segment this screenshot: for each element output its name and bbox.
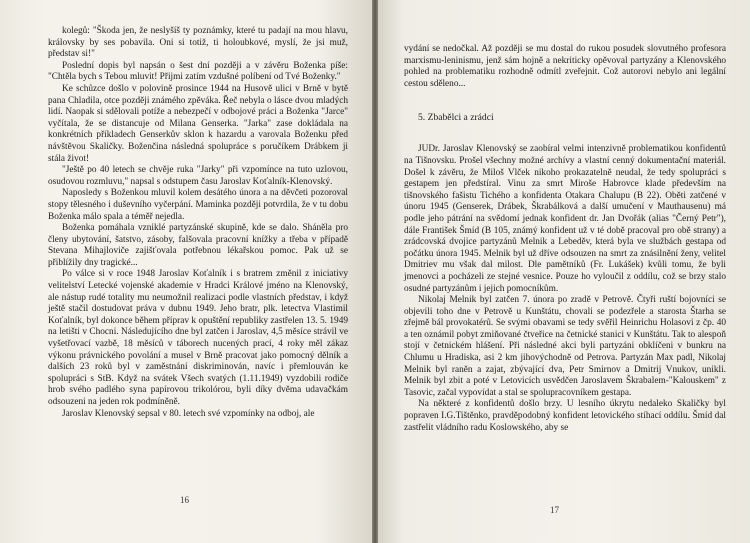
left-paragraph: kolegů: "Škoda jen, že neslyšíš ty poznámky, které tu padají na mou hlavu, královsky by ses pobavila. Oni si totiž, ti holoubkové, myslí, že jsi muž, představ si!" — [48, 26, 348, 60]
right-page — [378, 0, 750, 543]
left-paragraph: Jaroslav Klenovský sepsal v 80. letech své vzpomínky na odboj, ale — [62, 408, 315, 419]
section-heading: 5. Zbabělci a zrádci — [418, 112, 494, 124]
right-paragraph: Na některé z konfidentů došlo brzy. U lesního úkrytu nedaleko Skaličky byl popraven I.G.Tištěnko, pravděpodobný konfident letovického stíhací oddílu. Šmíd dal zastřelit vládního radu Koslowského, aby se — [404, 399, 726, 433]
left-page — [0, 0, 372, 543]
left-paragraph: Po válce si v roce 1948 Jaroslav Koťalník i s bratrem změnil z iniciativy velitelství Letecké vojenské akademie v Hradci Králové jméno na Klenovský, ale nástup rudé totality mu neumožnil realizaci podle vlastních představ, i když ještě stačil dostudovat práva v dubnu 1949. Jeho bratr, plk. letectva Vlastimil Koťalník, byl dokonce během příprav k opuštění republiky zastřelen 13. 5. 1949 na letišti v Chocni. Následujícího dne byl zatčen i Jaroslav, 4,5 měsíce strávil ve vyšetřovací vazbě, 18 měsíců v táborech nucených prací, 4 roky měl zákaz výkonu právnického povolání a musel v Brně pracovat jako pomocný dělník a dalších 23 roků byl v zaměstnání diskriminován, navíc i přemlouván ke spolupráci s StB. Když na svátek Všech svatých (1.11.1949) vyzdobili rodiče hrob svého padlého syna papírovou trikolórou, byli díky dvěma udavačkám odsouzeni na jeden rok podmíněně. — [48, 269, 348, 407]
left-paragraph: Naposledy s Boženkou mluvil kolem desátého února a na děvčeti pozoroval stopy tělesného i duševního vyčerpání. Maminka později potvrdila, že v tu dobu Boženka málo spala a téměř nejedla. — [48, 188, 348, 222]
page-number-right: 17 — [550, 505, 559, 515]
right-paragraph: Nikolaj Melnik byl zatčen 7. února po zradě v Petrově. Čtyři ruští bojovníci se objevili toho dne v Petrově u Kunštátu, chovali se podezřele a starosta Štarha se zřejmě bál provokatérů. Se svými obavami se tedy svěřil Heinrichu Holasovi z čp. 40 a ten oznámil pobyt zmiňované čtveřice na četnické stanici v Kunštátu. Tak to alespoň stojí v četnickém hlášení. Při následné akci byli partyzáni obklíčeni v bunkru na Chlumu u Hradiska, asi 2 km jihovýchodně od Petrova. Partyzán Max padl, Nikolaj Melnik byl raněn a zajat, zbývající dva, Petr Smirnov a Dmitrij Vnukov, unikli. Melnik byl zbit a poté v Letovicích usvědčen Jaroslavem Škrabalem-"Kalouskem" z Tasovic, začal vypovídat a stal se spolupracovníkem gestapa. — [404, 295, 726, 398]
right-paragraph: JUDr. Jaroslav Klenovský se zaobíral velmi intenzivně problematikou konfidentů na Tišnovsku. Prošel všechny možné archívy a vlastní cenný dokumentační materiál. Došel k závěru, že Miloš Vlček nikoho prokazatelně neudal, že tedy spolupráci s gestapem jen předstíral. Vinu za smrt Miroše Habrovce klade především na tišnovského fašistu Tichého a konfidenta Otakara Chalupu (B 22). Oběti zatčené v únoru 1945 (Genserek, Drábek, Škrabálková a další umučení v Mauthausenu) má podle jeho pátrání na svědomí jednak konfident dr. Jan Dvořák (alias "Černý Petr"), dále František Šmíd (B 105, známý konfident už v té době pracoval pro obě strany) a zrádcovská dvojice partyzánů Melnik a Lebeděv, která byla ve službách gestapa od počátku února 1945. Melnik byl už dříve odsouzen na smrt za znásilnění ženy, velitel Dmitriev mu však dal milost. Dle pamětníků (Fr. Lukášek) kvůli tomu, že byli jmenovci a pocházeli ze stejné vesnice. Pouze ho vyloučil z oddílu, což se brzy stalo osudné partyzánům i jejich pomocníkům. — [404, 144, 726, 294]
page-number-left: 16 — [180, 495, 189, 505]
right-intro-paragraph: vydání se nedočkal. Až později se mu dostal do rukou posudek slovutného profesora marxismu-leninismu, jenž sám hojně a nekriticky opěvoval partyzány a Klenovského pohled na problematiku rozhodně odmítl zveřejnit. Což autorovi nebylo ani legální cestou sděleno... — [404, 44, 726, 89]
left-paragraph: "Ještě po 40 letech se chvěje ruka "Jarky" při vzpomínce na tuto uzlovou, osudovou rozmluvu," napsal s odstupem času Jaroslav Koťalník-Klenovský. — [48, 165, 348, 187]
left-paragraph: Poslední dopis byl napsán o šest dní později a v závěru Boženka píše: "Chtěla bych s Tebou mluvit! Přijmi zatím vzdušné políbení od Tvé Boženky." — [48, 60, 348, 83]
left-paragraph: Boženka pomáhala vzniklé partyzánské skupině, kde se dalo. Sháněla pro členy ubytování, šatstvo, zásoby, falšovala pracovní knížky a třeba v případě Stevana Mihajloviče zajišťovala potřebnou lékařskou pomoc. Pak už se přiblížily dny tragické... — [48, 223, 348, 268]
left-paragraph: Ke schůzce došlo v polovině prosince 1944 na Husově ulici v Brně v bytě pana Chladila, otce později známého zpěváka. Řeč nebyla o lásce dvou mladých lidí. Naopak si sdělovali potíže a nebezpečí v odbojové práci a Boženka "Jarce" vyčítala, že se distancuje od Milana Genserka. "Jarka" zase dokládala na konkrétních příkladech Genserkův sklon k hazardu a varovala Boženku před návštěvou Skaličky. Boženčina následná spolupráce s poručíkem Drábkem ji stála život! — [48, 83, 348, 164]
